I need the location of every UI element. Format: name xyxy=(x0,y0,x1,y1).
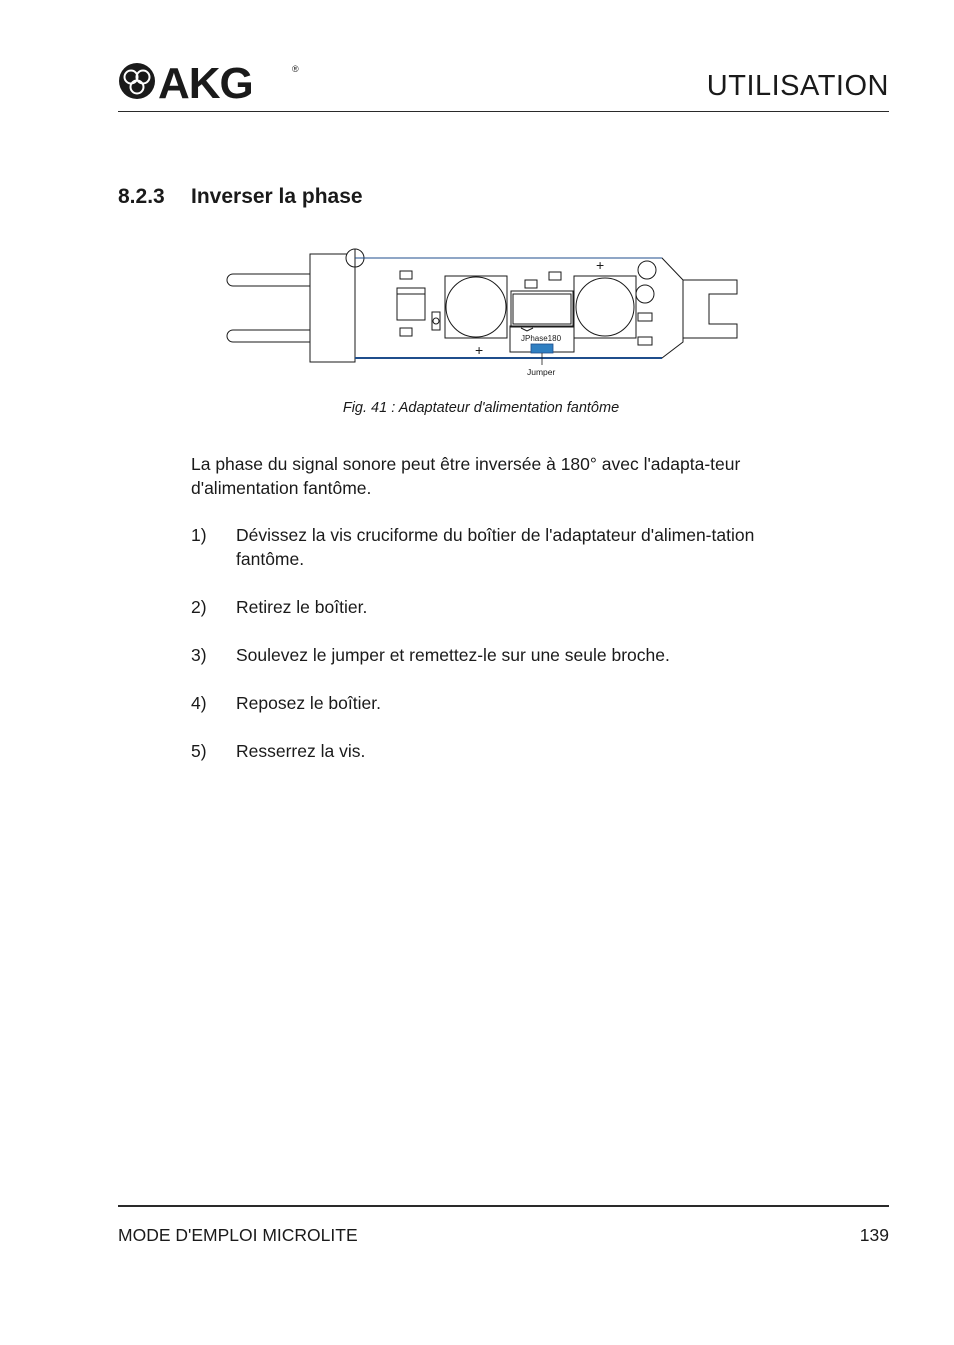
akg-logo xyxy=(118,60,300,102)
plus-sign-bottom: + xyxy=(475,342,484,358)
list-item xyxy=(191,523,781,571)
step-number: 4) xyxy=(191,693,207,713)
registered-mark: ® xyxy=(292,64,299,74)
step-text: Soulevez le jumper et remettez-le sur une seule broche. xyxy=(236,645,670,665)
intro-paragraph: La phase du signal sonore peut être inversée à 180° avec l'adapta-teur d'alimentation fantôme. xyxy=(191,454,741,498)
output-fork xyxy=(683,280,737,338)
step-number: 3) xyxy=(191,645,207,665)
manual-title: MODE D'EMPLOI MICROLITE xyxy=(118,1225,358,1245)
plus-sign-top: + xyxy=(596,257,605,273)
section-title: UTILISATION xyxy=(706,70,889,102)
jphase-label: JPhase180 xyxy=(521,334,562,343)
list-item xyxy=(191,643,781,667)
step-text: Reposez le boîtier. xyxy=(236,693,381,713)
list-item xyxy=(191,691,781,715)
connector-block xyxy=(310,254,355,362)
page-number: 139 xyxy=(859,1225,889,1245)
section-heading-title: Inverser la phase xyxy=(191,185,363,208)
akg-wordmark: AKG xyxy=(158,60,253,102)
step-text: Retirez le boîtier. xyxy=(236,597,368,617)
step-number: 2) xyxy=(191,597,207,617)
jumper-block xyxy=(531,344,553,353)
step-text: Dévissez la vis cruciforme du boîtier de l'adaptateur d'alimen-tation fantôme. xyxy=(236,525,755,569)
list-item xyxy=(191,595,781,619)
page-header xyxy=(118,56,889,112)
step-number: 1) xyxy=(191,525,207,545)
list-item xyxy=(191,739,781,763)
figure-caption: Fig. 41 : Adaptateur d'alimentation fantôme xyxy=(342,400,620,416)
step-list xyxy=(191,523,781,787)
step-number: 5) xyxy=(191,741,207,761)
step-text: Resserrez la vis. xyxy=(236,741,366,761)
section-heading xyxy=(118,185,363,209)
page-footer xyxy=(118,1205,889,1247)
akg-emblem-icon xyxy=(119,63,155,99)
section-number: 8.2.3 xyxy=(118,185,165,208)
jumper-label: Jumper xyxy=(527,367,556,377)
phantom-adapter-diagram xyxy=(225,246,745,381)
